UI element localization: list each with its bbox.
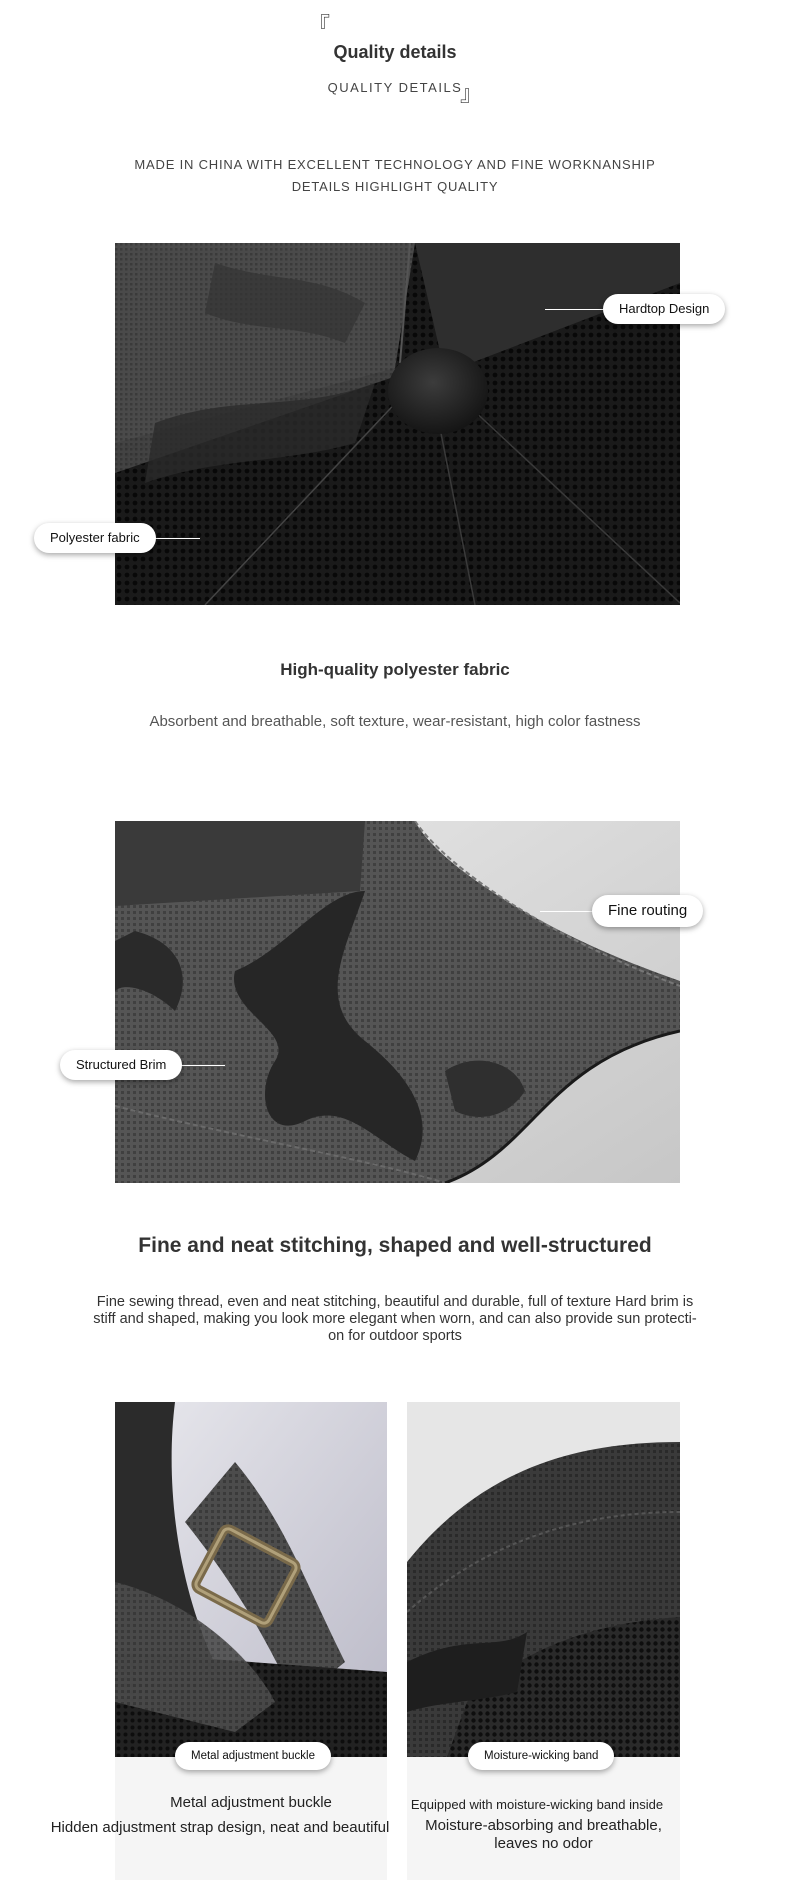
callout-moisture-wicking-band: Moisture-wicking band: [468, 1742, 614, 1770]
band-title: Equipped with moisture-wicking band inside: [410, 1797, 664, 1812]
section2-description-line-2: stiff and shaped, making you look more elegant when worn, and can also provide sun protecti-: [93, 1311, 697, 1327]
close-bracket: 』: [460, 82, 483, 107]
band-illustration: [407, 1402, 680, 1757]
cap-brim-illustration: [115, 821, 680, 1183]
band-description-line-1: Moisture-absorbing and breathable,: [425, 1817, 662, 1834]
cap-crown-illustration: [115, 243, 680, 605]
section2-title: Fine and neat stitching, shaped and well-structured: [138, 1234, 652, 1257]
buckle-illustration: [115, 1402, 387, 1757]
callout-metal-adjustment-buckle: Metal adjustment buckle: [175, 1742, 331, 1770]
fine-routing-leader-line: [540, 911, 595, 912]
callout-structured-brim: Structured Brim: [60, 1050, 182, 1080]
band-description-line-2: leaves no odor: [494, 1835, 593, 1852]
callout-fine-routing: Fine routing: [592, 895, 703, 927]
cap-brim-photo: [115, 821, 680, 1183]
page-title: Quality details: [333, 42, 457, 62]
section1-description: Absorbent and breathable, soft texture, wear-resistant, high color fastness: [149, 713, 641, 730]
buckle-photo: [115, 1402, 387, 1757]
hardtop-leader-line: [545, 309, 605, 310]
cap-crown-photo: [115, 243, 680, 605]
callout-polyester-fabric: Polyester fabric: [34, 523, 156, 553]
band-description: [407, 1817, 680, 1853]
tagline-line-2: DETAILS HIGHLIGHT QUALITY: [291, 179, 499, 194]
tagline-line-1: MADE IN CHINA WITH EXCELLENT TECHNOLOGY AND FINE WORKNANSHIP: [134, 157, 656, 172]
callout-hardtop-design: Hardtop Design: [603, 294, 725, 324]
open-bracket: 『: [308, 14, 331, 39]
section2-description-line-1: Fine sewing thread, even and neat stitching, beautiful and durable, full of texture Hard brim is: [96, 1294, 694, 1310]
tagline: [120, 154, 670, 198]
page-subtitle: QUALITY DETAILS: [327, 80, 463, 95]
section2-description: [65, 1294, 725, 1345]
band-photo: [407, 1402, 680, 1757]
buckle-description: Hidden adjustment strap design, neat and beautiful: [50, 1819, 390, 1836]
section1-title: High-quality polyester fabric: [280, 660, 510, 679]
section2-description-line-3: on for outdoor sports: [328, 1328, 462, 1344]
buckle-title: Metal adjustment buckle: [170, 1794, 332, 1811]
